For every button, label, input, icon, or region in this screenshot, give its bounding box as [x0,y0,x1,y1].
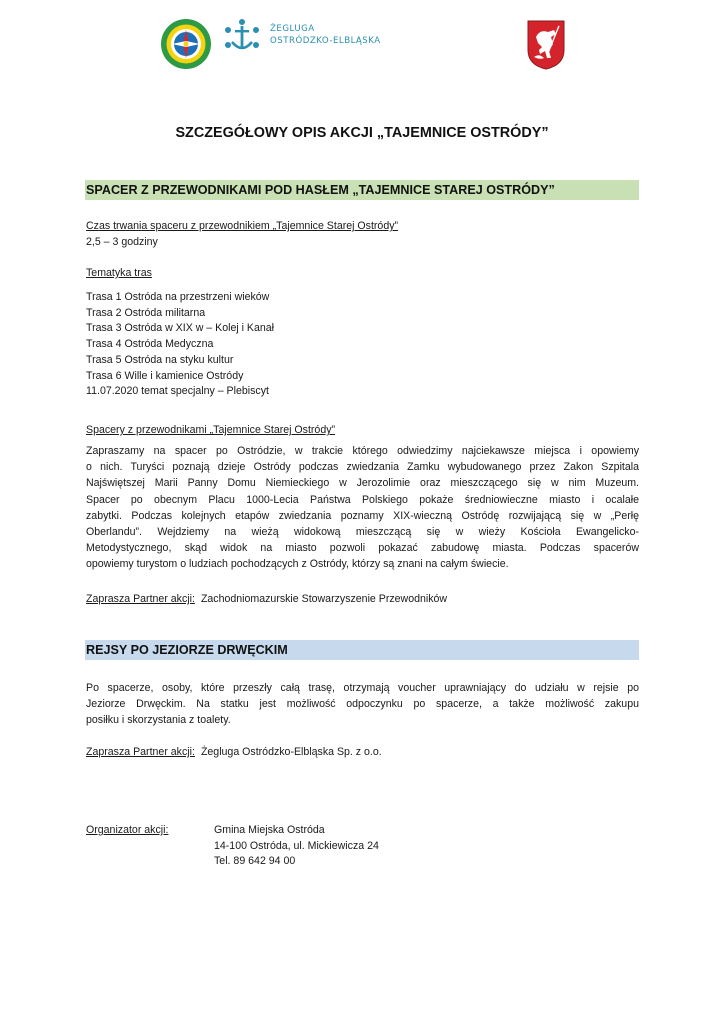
ostroda-crest-icon [527,20,565,70]
list-item: Trasa 2 Ostróda militarna [86,306,206,319]
zegluga-line-1: ŻEGLUGA [270,24,315,34]
zegluga-logo-text [270,24,381,47]
list-item: Trasa 4 Ostróda Medyczna [86,338,214,351]
paragraph-line: Zapraszamy na spacer po Ostródzie, w trakcie którego odwiedzimy najciekawsze miejsca i opowiemy [86,445,639,457]
anchor-wheel-icon [222,18,262,56]
cruise-partner [86,745,639,761]
walks-label-text: Spacery z przewodnikami „Tajemnice Starej Ostródy” [86,424,336,436]
duration-value: 2,5 – 3 godziny [86,235,158,248]
page-title: SZCZEGÓŁOWY OPIS AKCJI „TAJEMNICE OSTRÓDY” [175,125,549,141]
paragraph-line: opowiemy turystom o ludziach pochodzących z Ostródy, którzy są znani na całym świecie. [86,558,509,571]
list-item: 11.07.2020 temat specjalny – Plebiscyt [86,385,269,398]
organizer-address: 14-100 Ostróda, ul. Mickiewicza 24 [214,839,379,852]
walks-label [86,423,639,439]
paragraph-line: zabytki. Podczas kolejnych etapów zwiedzania poznamy XIX-wieczną Ostródę rozwijającą się w „Perłę [86,509,639,522]
duration-label: Czas trwania spaceru z przewodnikiem „Tajemnice Starej Ostródy” [86,220,399,232]
cruise-section-heading: REJSY PO JEZIORZE DRWĘCKIM [85,640,639,660]
organizer-details [214,823,514,870]
paragraph-line: Jeziorze Drwęckim. Na statku jest możliwość odpoczynku po spacerze, a także możliwość zakupu [86,698,639,711]
list-item: Trasa 3 Ostróda w XIX w – Kolej i Kanał [86,322,275,335]
paragraph-line: Oberlandu”. Wejdziemy na wieżą widokową mieszczącą się w wieży Kościoła Ewangelicko- [86,526,639,539]
list-item: Trasa 1 Ostróda na przestrzeni wieków [86,291,270,303]
list-item: Trasa 6 Wille i kamienice Ostródy [86,369,244,382]
partner-label: Zaprasza Partner akcji: [86,593,195,605]
organizer-label: Organizator akcji: [86,824,169,836]
guides-association-logo [160,18,212,70]
routes-list [86,290,639,400]
paragraph-line: posiłku i skorzystania z toalety. [86,714,231,727]
paragraph-line: o nich. Turyści poznają dzieje Ostródy podczas zwiedzania Zamku wybudowanego przez Zakon Szpitala [86,461,639,474]
cruise-description [86,680,639,729]
routes-label-text: Tematyka tras [86,267,152,279]
routes-label [86,266,639,282]
paragraph-line: Najświętszej Marii Panny Domu Niemieckiego w Jerozolimie oraz mieszczącego się w nim Muzeum. [86,477,639,490]
organizer-name: Gmina Miejska Ostróda [214,824,325,836]
paragraph-line: Metodystycznego, skąd widok na miasto pozwoli pokazać zabudowę miasta. Podczas spacerów [86,542,639,555]
organizer-phone: Tel. 89 642 94 00 [214,855,296,868]
walk-section-heading: SPACER Z PRZEWODNIKAMI POD HASŁEM „TAJEMNICE STAREJ OSTRÓDY” [85,180,639,200]
zegluga-line-2: OSTRÓDZKO-ELBLĄSKA [270,35,381,46]
partner-value: Żegluga Ostródzko-Elbląska Sp. z o.o. [200,746,382,758]
partner-value: Zachodniomazurskie Stowarzyszenie Przewodników [200,593,448,605]
paragraph-line: Po spacerze, osoby, które przeszły całą trasę, otrzymają voucher uprawniający do udziału w rejsie po [86,682,639,694]
paragraph-line: Spacer po obecnym Placu 1000-Lecia Państwa Polskiego pokaże średniowieczne miasto i ocalałe [86,493,639,506]
walk-description [86,443,639,573]
walk-duration [86,219,639,250]
partner-label: Zaprasza Partner akcji: [86,746,195,758]
list-item: Trasa 5 Ostróda na styku kultur [86,353,234,366]
walk-partner [86,592,639,608]
